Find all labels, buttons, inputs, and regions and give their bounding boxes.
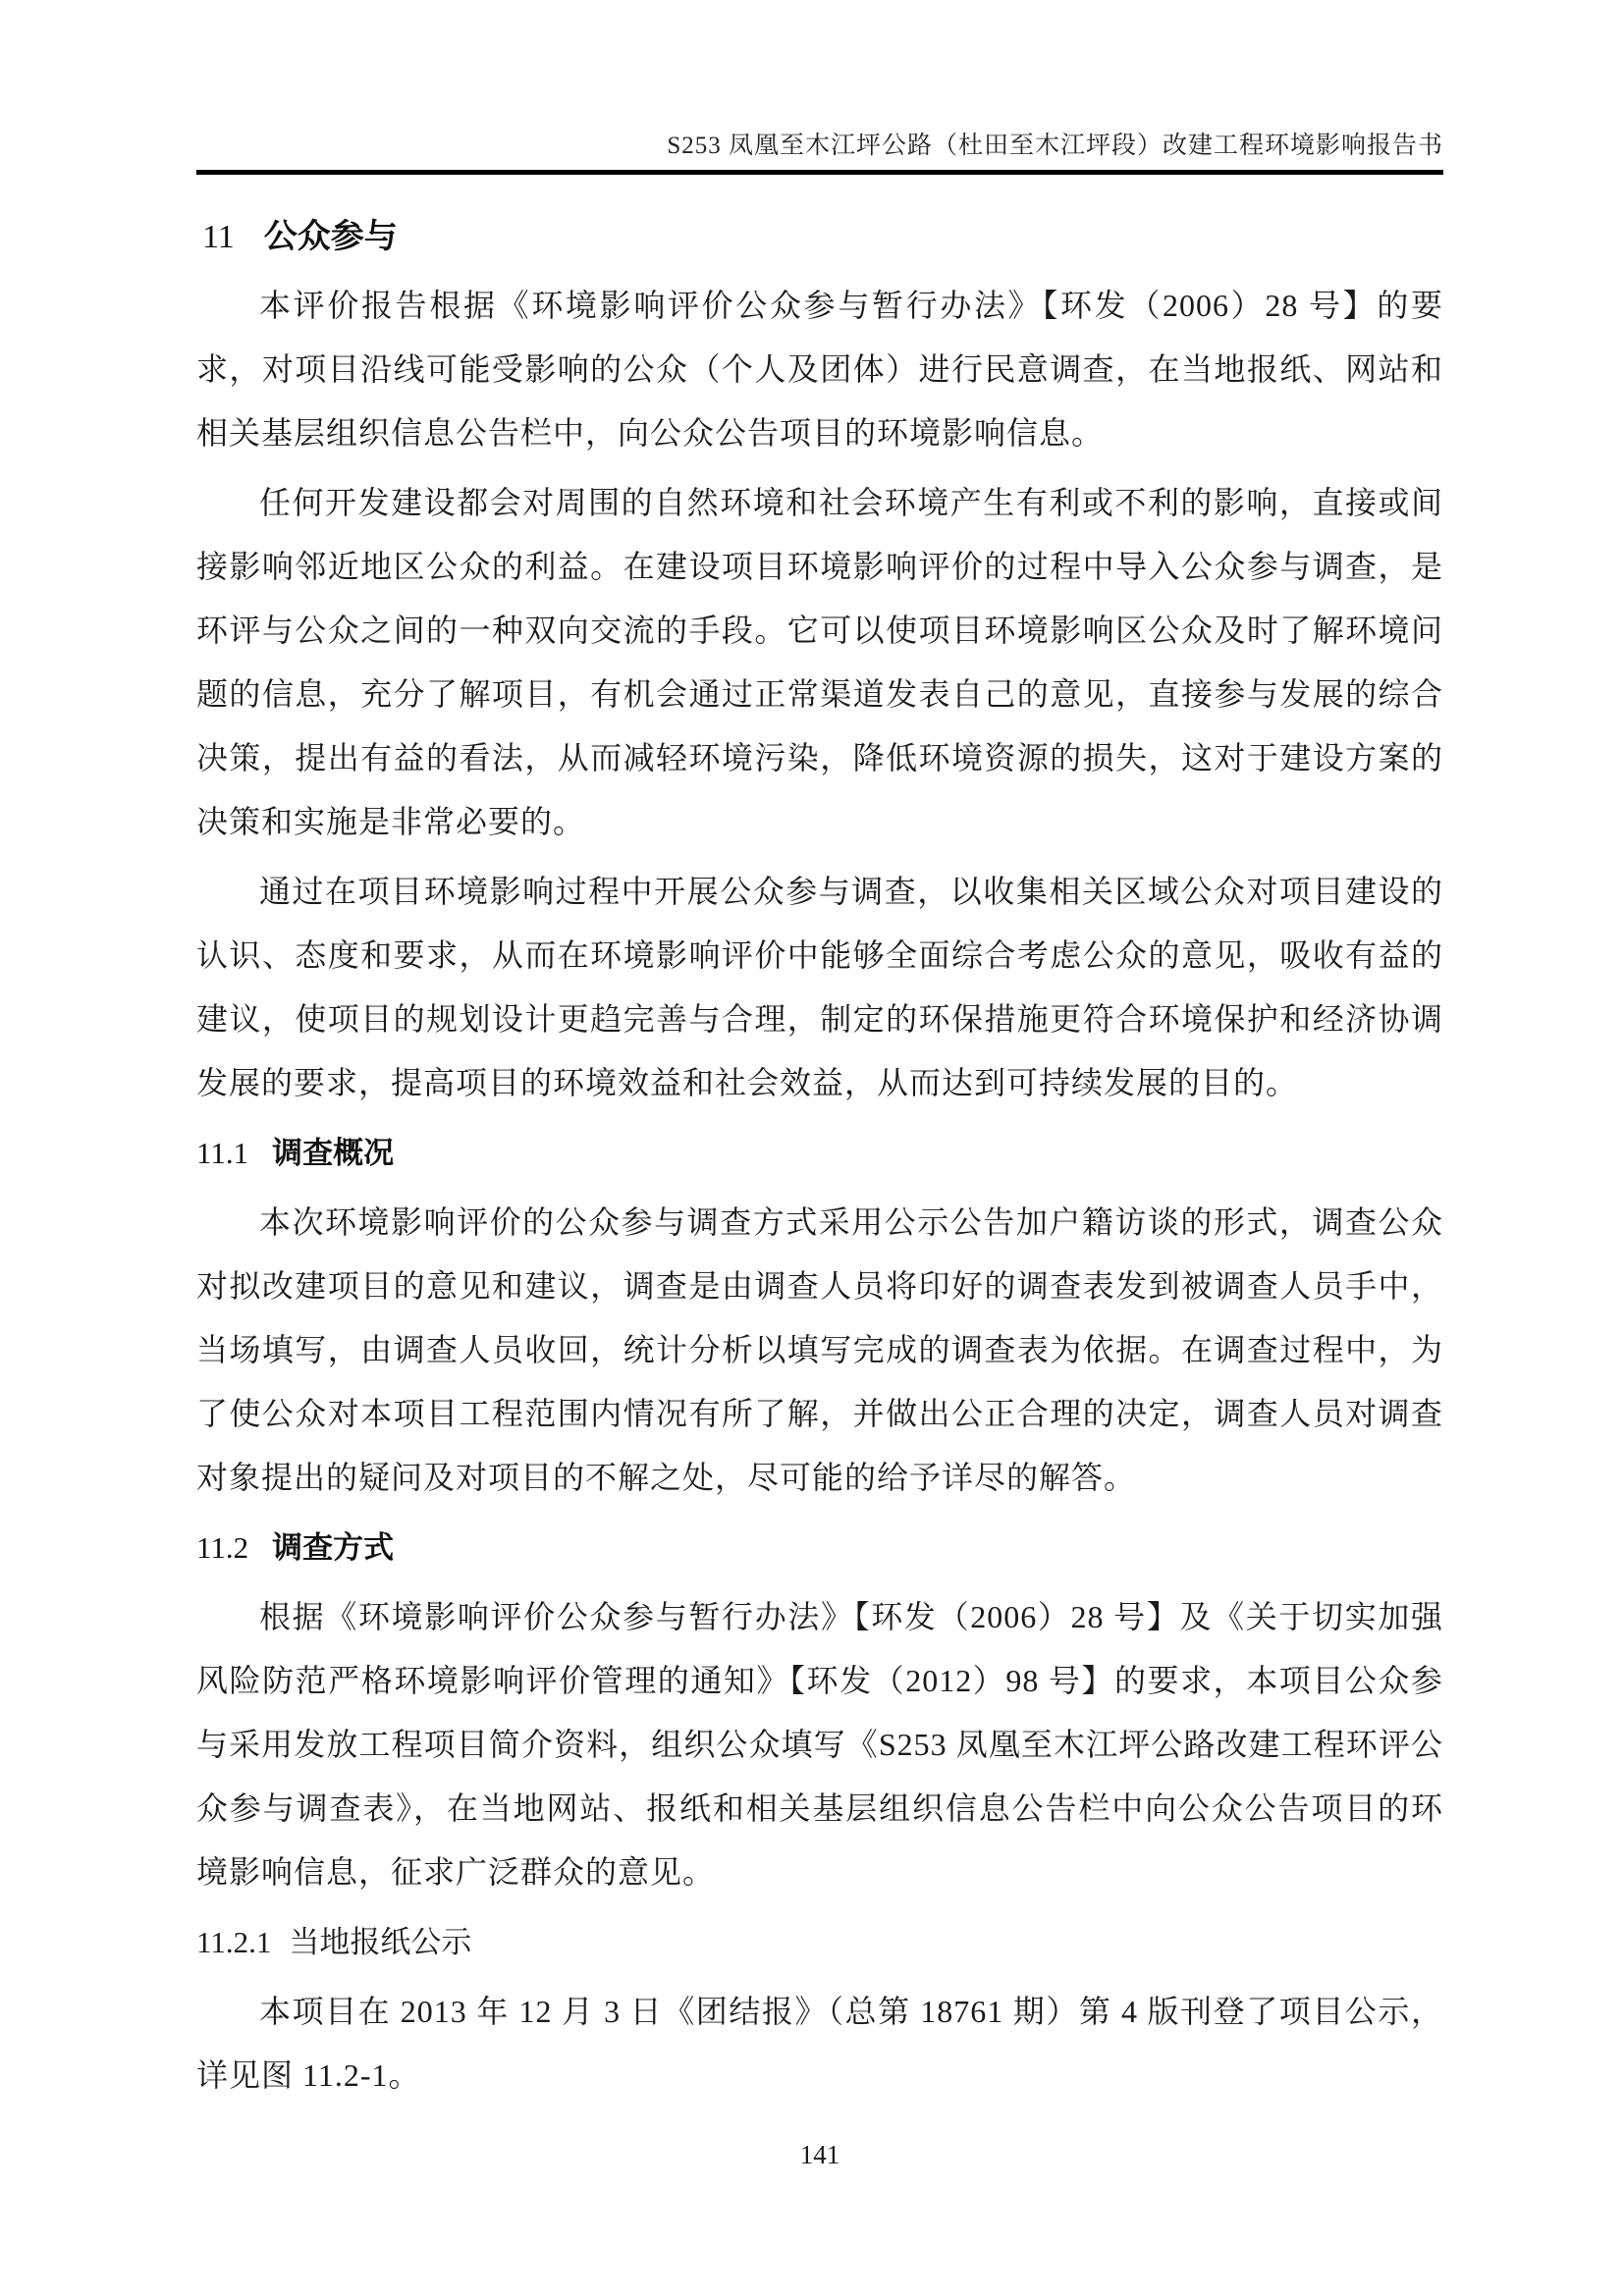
body-paragraph: 任何开发建设都会对周围的自然环境和社会环境产生有利或不利的影响，直接或间接影响邻近地区公众的利益。在建设项目环境影响评价的过程中导入公众参与调查，是环评与公众之间的一种双向交流的手段。它可以使项目环境影响区公众及时了解环境问题的信息，充分了解项目，有机会通过正常渠道发表自己的意见，直接参与发展的综合决策，提出有益的看法，从而减轻环境污染，降低环境资源的损失，这对于建设方案的决策和实施是非常必要的。: [196, 485, 1443, 839]
chapter-number: 11: [202, 219, 235, 255]
document-body: [196, 274, 1443, 2108]
section-heading-11-1: [196, 1121, 1443, 1185]
subsection-number: 11.2.1: [196, 1925, 272, 1959]
header-rule: [196, 170, 1443, 175]
running-header-title: S253 凤凰至木江坪公路（杜田至木江坪段）改建工程环境影响报告书: [667, 133, 1443, 159]
body-paragraph: 本评价报告根据《环境影响评价公众参与暂行办法》【环发（2006）28 号】的要求，对项目沿线可能受影响的公众（个人及团体）进行民意调查，在当地报纸、网站和相关基层组织信息公告栏中，向公众公告项目的环境影响信息。: [196, 288, 1443, 451]
chapter-heading: [202, 216, 1443, 258]
section-title: 调查概况: [272, 1136, 395, 1170]
page-number: 141: [799, 2140, 840, 2169]
subsection-title: 当地报纸公示: [289, 1925, 472, 1959]
content-column: [196, 0, 1443, 2113]
page-footer: [196, 2140, 1443, 2170]
body-paragraph: 本次环境影响评价的公众参与调查方式采用公示公告加户籍访谈的形式，调查公众对拟改建项目的意见和建议，调查是由调查人员将印好的调查表发到被调查人员手中，当场填写，由调查人员收回，统计分析以填写完成的调查表为依据。在调查过程中，为了使公众对本项目工程范围内情况有所了解，并做出公正合理的决定，调查人员对调查对象提出的疑问及对项目的不解之处，尽可能的给予详尽的解答。: [196, 1204, 1443, 1495]
section-heading-11-2: [196, 1516, 1443, 1579]
body-paragraph: 本项目在 2013 年 12 月 3 日《团结报》（总第 18761 期）第 4 版刊登了项目公示，详见图 11.2-1。: [196, 1994, 1443, 2093]
section-title: 调查方式: [272, 1530, 395, 1565]
subsection-heading-11-2-1: [196, 1910, 1443, 1974]
body-paragraph: 根据《环境影响评价公众参与暂行办法》【环发（2006）28 号】及《关于切实加强风险防范严格环境影响评价管理的通知》【环发（2012）98 号】的要求，本项目公众参与采用发放工程项目简介资料，组织公众填写《S253 凤凰至木江坪公路改建工程环评公众参与调查表》，在当地网站、报纸和相关基层组织信息公告栏中向公众公告项目的环境影响信息，征求广泛群众的意见。: [196, 1599, 1443, 1890]
section-number: 11.1: [196, 1136, 249, 1170]
chapter-title: 公众参与: [263, 218, 398, 255]
body-paragraph: 通过在项目环境影响过程中开展公众参与调查，以收集相关区域公众对项目建设的认识、态度和要求，从而在环境影响评价中能够全面综合考虑公众的意见，吸收有益的建议，使项目的规划设计更趋完善与合理，制定的环保措施更符合环境保护和经济协调发展的要求，提高项目的环境效益和社会效益，从而达到可持续发展的目的。: [196, 874, 1443, 1100]
section-number: 11.2: [196, 1530, 249, 1565]
